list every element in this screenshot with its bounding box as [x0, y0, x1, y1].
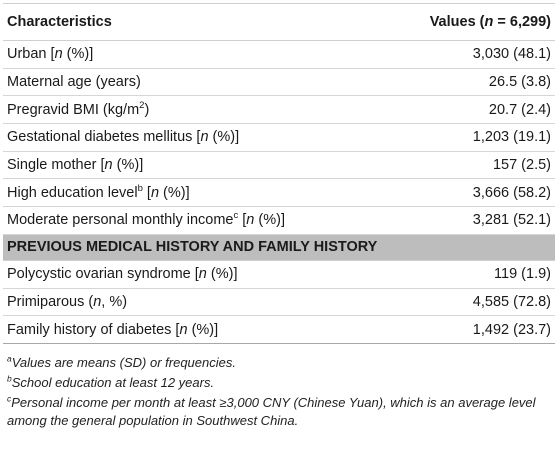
row-label: High education level$^b$ [n (%)]	[3, 179, 383, 207]
row-value: 3,666 (58.2)	[383, 179, 555, 207]
row-label: Single mother [n (%)]	[3, 151, 383, 179]
table-row	[3, 207, 555, 235]
row-label: Urban [n (%)]	[3, 41, 383, 69]
row-value: 20.7 (2.4)	[383, 96, 555, 124]
table-figure	[0, 3, 558, 452]
table-row	[3, 68, 555, 96]
header-values: Values (n = 6,299)	[383, 4, 555, 41]
table-header-row	[3, 4, 555, 41]
table-row	[3, 260, 555, 288]
row-label: Gestational diabetes mellitus [n (%)]	[3, 124, 383, 152]
characteristics-table	[3, 3, 555, 344]
row-value: 119 (1.9)	[383, 260, 555, 288]
table-row	[3, 96, 555, 124]
row-value: 3,030 (48.1)	[383, 41, 555, 69]
row-label: Maternal age (years)	[3, 68, 383, 96]
row-label: Pregravid BMI $(kg/m^2)$	[3, 96, 383, 124]
table-row	[3, 316, 555, 344]
row-label: Moderate personal monthly income$^c$ [n (%)]	[3, 207, 383, 235]
section-title: PREVIOUS MEDICAL HISTORY AND FAMILY HISTORY	[3, 234, 555, 260]
footnote: $^b$School education at least 12 years.	[7, 373, 215, 390]
table-row	[3, 151, 555, 179]
row-value: 26.5 (3.8)	[383, 68, 555, 96]
row-value: 1,492 (23.7)	[383, 316, 555, 344]
row-label: Family history of diabetes [n (%)]	[3, 316, 383, 344]
section-header-row	[3, 234, 555, 260]
table-row	[3, 288, 555, 316]
row-label: Polycystic ovarian syndrome [n (%)]	[3, 260, 383, 288]
footnote: $^c$Personal income per month at least ≥3,000 CNY (Chinese Yuan), which is an average level among the general population in Southwest China.	[7, 393, 536, 428]
table-footnotes	[3, 354, 555, 430]
table-row	[3, 41, 555, 69]
footnote: $^a$Values are means (SD) or frequencies.	[7, 353, 236, 370]
row-value: 157 (2.5)	[383, 151, 555, 179]
row-value: 3,281 (52.1)	[383, 207, 555, 235]
table-row	[3, 124, 555, 152]
header-characteristics: Characteristics	[3, 4, 383, 41]
row-value: 1,203 (19.1)	[383, 124, 555, 152]
row-label: Primiparous (n, %)	[3, 288, 383, 316]
row-value: 4,585 (72.8)	[383, 288, 555, 316]
table-row	[3, 179, 555, 207]
